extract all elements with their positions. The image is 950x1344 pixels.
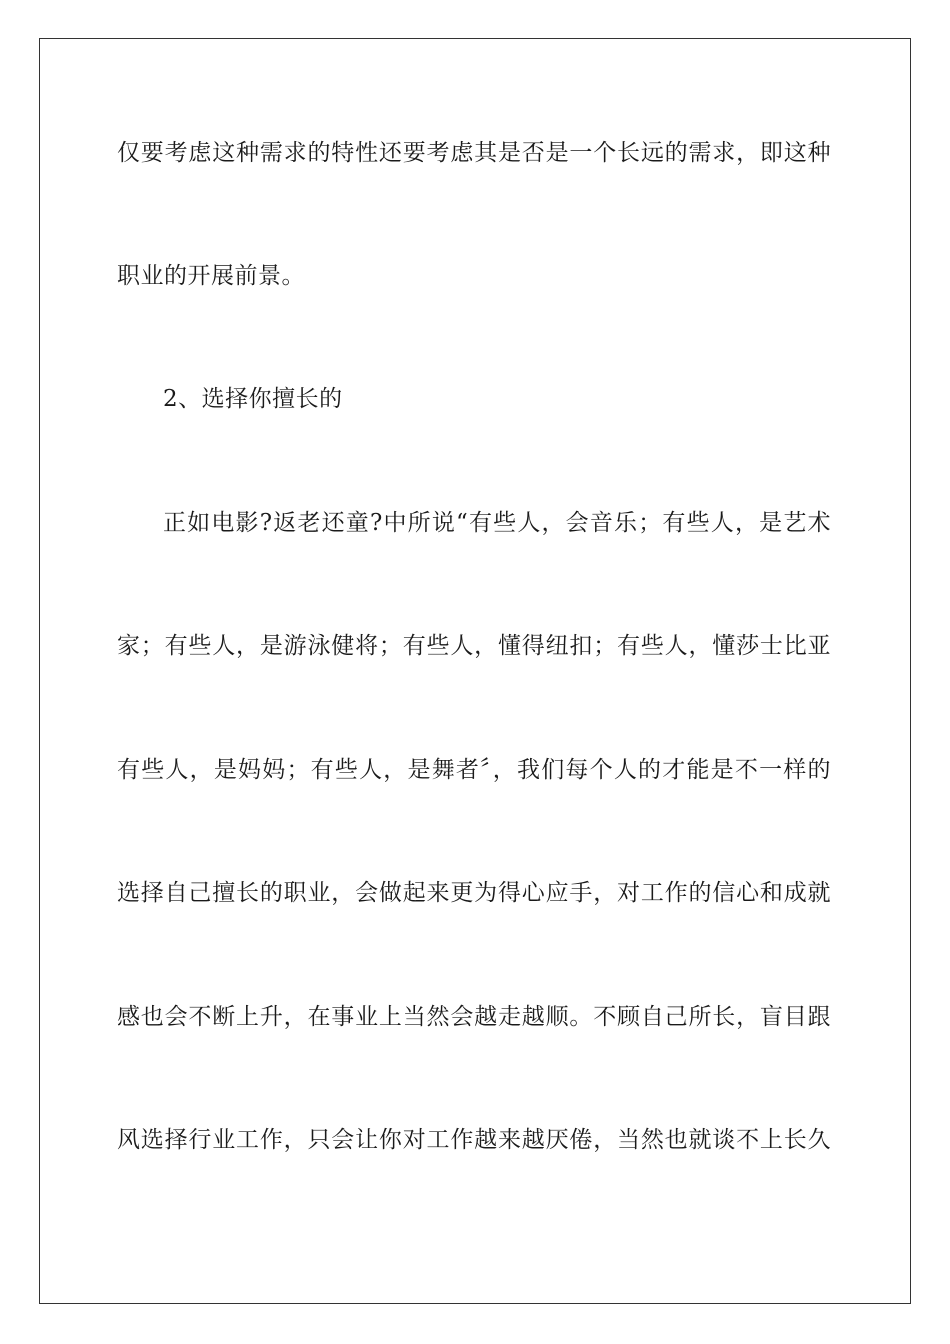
paragraph-line-1: 仅要考虑这种需求的特性还要考虑其是否是一个长远的需求，即这种: [117, 140, 831, 166]
paragraph-line-5: 有些人，是妈妈；有些人，是舞者〞，我们每个人的才能是不一样的: [117, 757, 831, 783]
paragraph-line-3: 正如电影?返老还童?中所说“有些人，会音乐；有些人，是艺术: [163, 510, 831, 536]
paragraph-line-2: 职业的开展前景。: [117, 263, 305, 289]
section-heading: 2、选择你擅长的: [163, 386, 343, 412]
page-border: [39, 38, 911, 1304]
paragraph-line-4: 家；有些人，是游泳健将；有些人，懂得纽扣；有些人，懂莎士比亚: [117, 633, 831, 659]
paragraph-line-7: 感也会不断上升，在事业上当然会越走越顺。不顾自己所长，盲目跟: [117, 1004, 831, 1030]
paragraph-line-8: 风选择行业工作，只会让你对工作越来越厌倦，当然也就谈不上长久: [117, 1127, 831, 1153]
paragraph-line-6: 选择自己擅长的职业，会做起来更为得心应手，对工作的信心和成就: [117, 880, 831, 906]
